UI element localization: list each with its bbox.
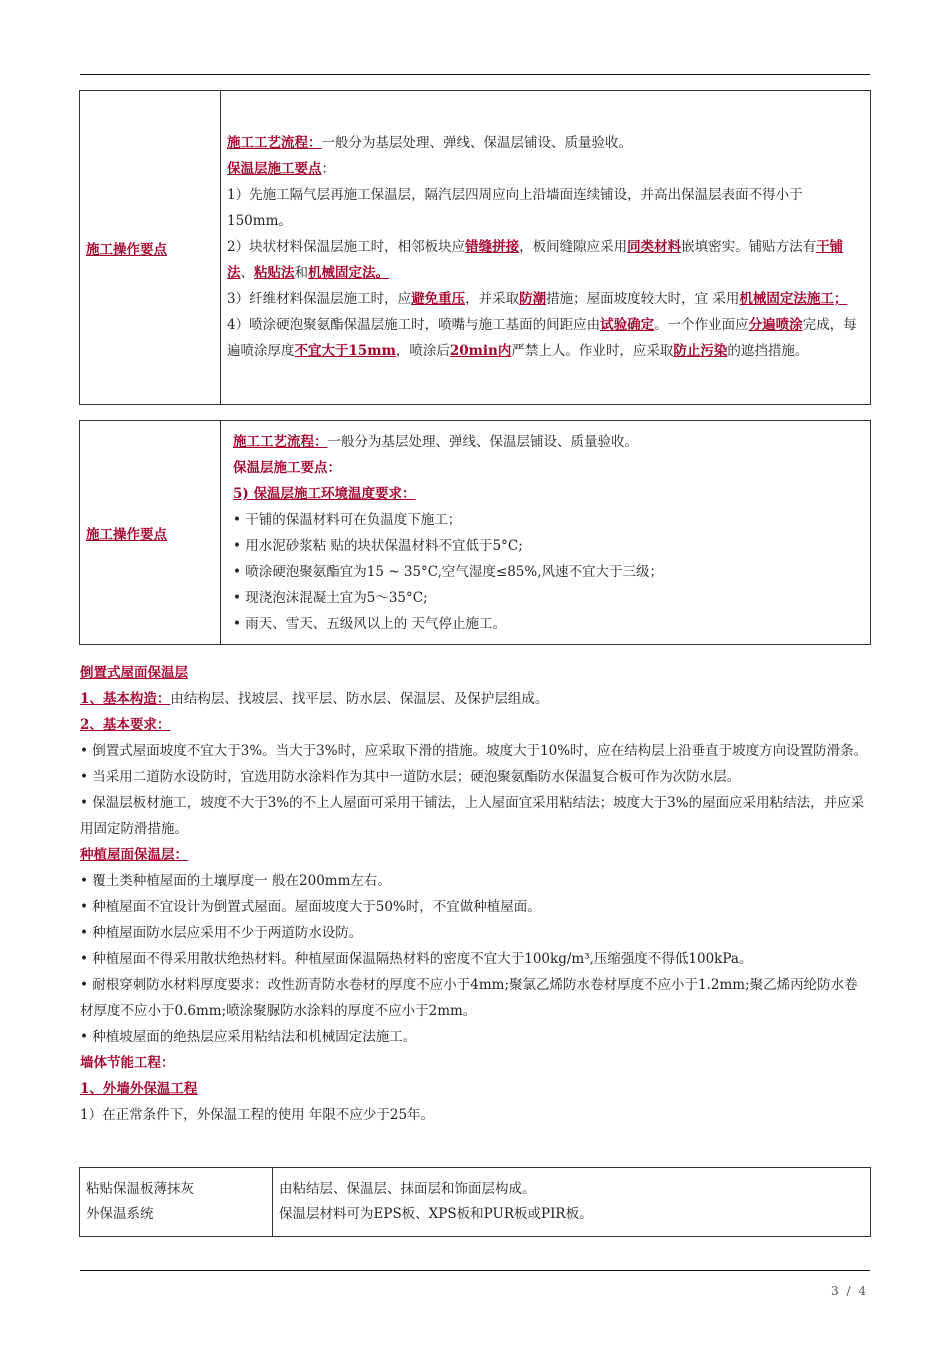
row-label: 施工操作要点 [80,91,221,405]
row-content: 施工工艺流程：一般分为基层处理、弹线、保温层铺设、质量验收。 保温层施工要点： 1）先施工隔气层再施工保温层，隔汽层四周应向上沿墙面连续铺设，并高出保温层表面不得小于150mm。 2）块状材料保温层施工时，相邻板块应错缝拼接，板间缝隙应采用同类材料嵌填密实。铺贴方法有干铺法、粘贴法和机械固定法。 3）纤维材料保温层施工时，应避免重压，并采取防潮措施；屋面坡度较大时，宜 采用机械固定法施工； 4）喷涂硬泡聚氨酯保温层施工时，喷嘴与施工基面的间距应由试验确定。一个作业面应分遍喷涂完成，每遍喷涂厚度不宜大于15mm，喷涂后20min内严禁上人。作业时，应采取防止污染的遮挡措施。 [221,91,871,405]
basic-label: 1、基本构造： [80,691,171,707]
page-number: 3 / 4 [831,1284,868,1298]
point-3: 3）纤维材料保温层施工时，应避免重压，并采取防潮措施；屋面坡度较大时，宜 采用机械固定法施工； [227,290,848,307]
list-item: • 保温层板材施工，坡度不大于3%的不上人屋面可采用干铺法，上人屋面宜采用粘结法；坡度大于3%的屋面应采用粘结法，并应采用固定防滑措施。 [80,795,865,837]
header-rule [80,74,870,75]
list-item: • 覆土类种植屋面的土壤厚度一 般在200mm左右。 [80,873,391,889]
temp-title: 5) 保温层施工环境温度要求： [233,485,416,502]
list-item: • 倒置式屋面坡度不宜大于3%。当大于3%时，应采取下滑的措施。坡度大于10%时，应在结构层上沿垂直于坡度方向设置防滑条。 [80,743,868,759]
insulation-system-table [79,1167,871,1237]
list-item: • 耐根穿刺防水材料厚度要求：改性沥青防水卷材的厚度不应小于4mm;聚氯乙烯防水卷材厚度不应小于1.2mm;聚乙烯丙纶防水卷材厚度不应小于0.6mm;喷涂聚脲防水涂料的厚度不应小于2mm。 [80,977,858,1019]
point-2: 2）块状材料保温层施工时，相邻板块应错缝拼接，板间缝隙应采用同类材料嵌填密实。铺贴方法有干铺法、粘贴法和机械固定法。 [227,238,844,281]
point-4: 4）喷涂硬泡聚氨酯保温层施工时，喷嘴与施工基面的间距应由试验确定。一个作业面应分遍喷涂完成，每遍喷涂厚度不宜大于15mm，喷涂后20min内严禁上人。作业时，应采取防止污染的遮挡措施。 [227,316,857,359]
list-item: • 用水泥砂浆粘 贴的块状保温材料不宜低于5°C; [233,537,523,554]
list-item: • 喷涂硬泡聚氨酯宜为15 ~ 35°C,空气湿度≤85%,风速不宜大于三级； [233,563,664,580]
req-label: 2、基本要求： [80,717,171,733]
flow-label: 施工工艺流程： [227,134,322,151]
row-label: 施工操作要点 [80,421,221,645]
list-item: • 当采用二道防水设防时，宜选用防水涂料作为其中一道防水层；硬泡聚氨酯防水保温复合板可作为次防水层。 [80,769,741,785]
wall-title: 墙体节能工程： [80,1055,175,1071]
list-item: • 干铺的保温材料可在负温度下施工； [233,511,462,528]
system-desc-cell: 由粘结层、保温层、抹面层和饰面层构成。 保温层材料可为EPS板、XPS板和PUR板或PIR板。 [273,1168,871,1237]
wall-p1: 1）在正常条件下，外保温工程的使用 年限不应少于25年。 [80,1107,435,1123]
row-content: 施工工艺流程：一般分为基层处理、弹线、保温层铺设、质量验收。 保温层施工要点： 5) 保温层施工环境温度要求： • 干铺的保温材料可在负温度下施工； • 用水泥砂浆粘 贴的块状保温材料不宜低于5°C; • 喷涂硬泡聚氨酯宜为15 ~ 35°C,空气湿度≤85%,风速不宜大于三级； • 现浇泡沫混凝土宜为5～35°C; • 雨天、雪天、五级风以上的 天气停止施工。 [221,421,871,645]
wall-sub-title: 1、外墙外保温工程 [80,1081,198,1097]
points-title: 保温层施工要点： [233,459,341,476]
planting-title: 种植屋面保温层： [80,847,188,863]
list-item: • 种植屋面不宜设计为倒置式屋面。屋面坡度大于50%时，不宜做种植屋面。 [80,899,541,915]
list-item: • 种植屋面不得采用散状绝热材料。种植屋面保温隔热材料的密度不宜大于100kg/m³,压缩强度不得低100kPa。 [80,951,753,967]
points-title: 保温层施工要点 [227,160,322,177]
list-item: • 雨天、雪天、五级风以上的 天气停止施工。 [233,615,507,632]
inverted-title: 倒置式屋面保温层 [80,665,188,681]
list-item: • 种植屋面防水层应采用不少于两道防水设防。 [80,925,363,941]
construction-points-table-2 [79,420,871,645]
list-item: • 现浇泡沫混凝土宜为5～35°C; [233,589,428,606]
system-name-cell: 粘贴保温板薄抹灰 外保温系统 [80,1168,273,1237]
construction-points-table-1 [79,90,871,405]
point-1: 1）先施工隔气层再施工保温层，隔汽层四周应向上沿墙面连续铺设，并高出保温层表面不得小于150mm。 [227,186,803,229]
footer-rule [80,1270,870,1271]
body-text: 倒置式屋面保温层 1、基本构造：由结构层、找坡层、找平层、防水层、保温层、及保护层组成。 2、基本要求： • 倒置式屋面坡度不宜大于3%。当大于3%时，应采取下滑的措施。坡度大于10%时，应在结构层上沿垂直于坡度方向设置防滑条。 • 当采用二道防水设防时，宜选用防水涂料作为其中一道防水层；硬泡聚氨酯防水保温复合板可作为次防水层。 • 保温层板材施工，坡度不大于3%的不上人屋面可采用干铺法，上人屋面宜采用粘结法；坡度大于3%的屋面应采用粘结法，并应采用固定防滑措施。 种植屋面保温层： • 覆土类种植屋面的土壤厚度一 般在200mm左右。 • 种植屋面不宜设计为倒置式屋面。屋面坡度大于50%时，不宜做种植屋面。 • 种植屋面防水层应采用不少于两道防水设防。 • 种植屋面不得采用散状绝热材料。种植屋面保温隔热材料的密度不宜大于100kg/m³,压缩强度不得低100kPa。 • 耐根穿刺防水材料厚度要求：改性沥青防水卷材的厚度不应小于4mm;聚氯乙烯防水卷材厚度不应小于1.2mm;聚乙烯丙纶防水卷材厚度不应小于0.6mm;喷涂聚脲防水涂料的厚度不应小于2mm。 • 种植坡屋面的绝热层应采用粘结法和机械固定法施工。 墙体节能工程： 1、外墙外保温工程 1）在正常条件下，外保温工程的使用 年限不应少于25年。 [80,660,870,1128]
flow-label: 施工工艺流程： [233,433,328,450]
list-item: • 种植坡屋面的绝热层应采用粘结法和机械固定法施工。 [80,1029,417,1045]
